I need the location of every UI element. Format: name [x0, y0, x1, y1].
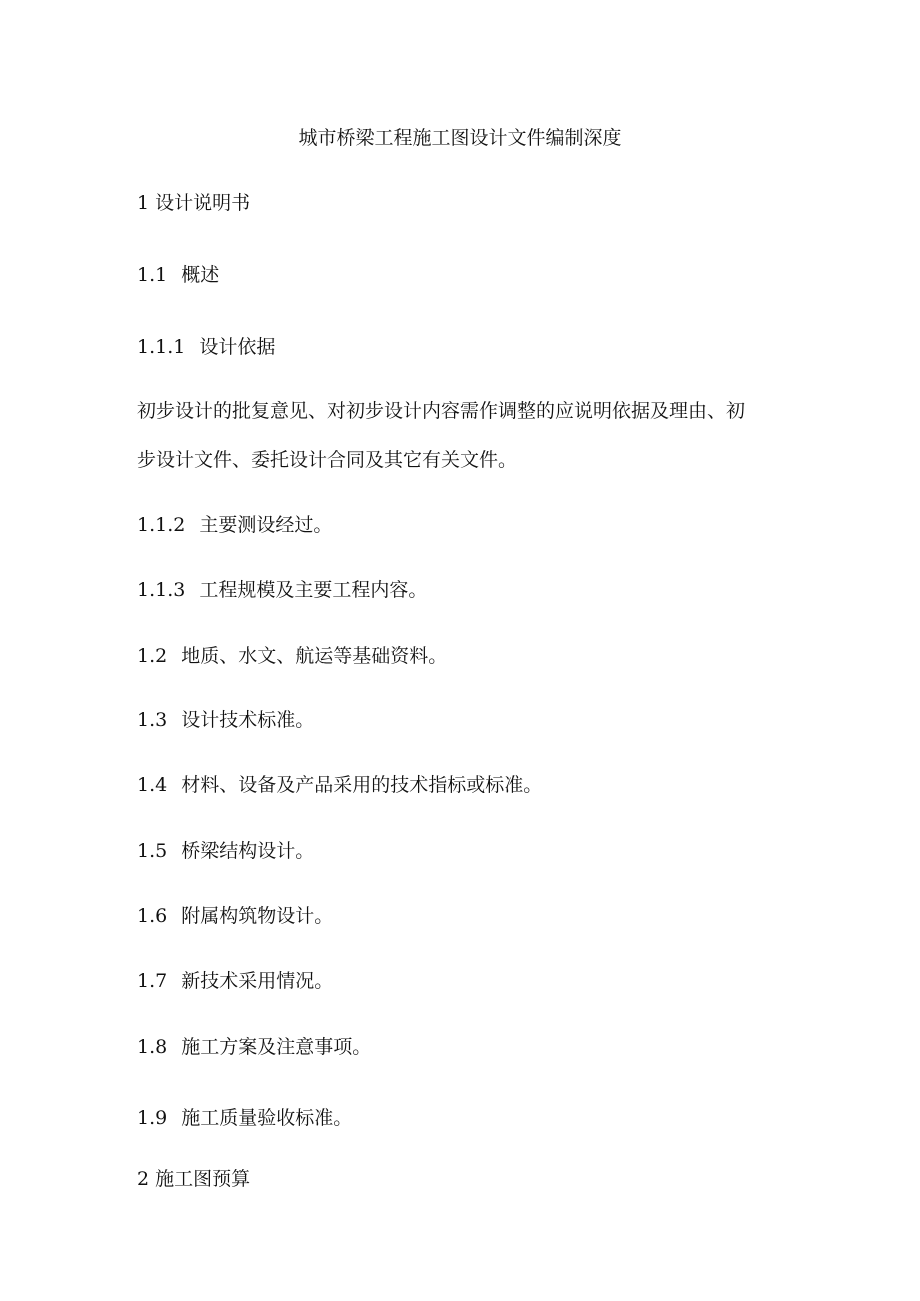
section-number: 1	[137, 192, 150, 214]
section-text: 新技术采用情况。	[181, 970, 334, 992]
section-text: 桥梁结构设计。	[181, 840, 315, 862]
section-text: 施工方案及注意事项。	[181, 1036, 372, 1058]
section-number: 1.1	[137, 264, 168, 286]
section-2-heading	[137, 1165, 250, 1193]
section-number: 1.8	[137, 1036, 168, 1058]
section-text: 材料、设备及产品采用的技术指标或标准。	[181, 774, 543, 796]
section-number: 1.7	[137, 970, 168, 992]
section-1-6-heading	[137, 902, 333, 930]
section-number: 1.6	[137, 905, 168, 927]
paragraph-line: 初步设计的批复意见、对初步设计内容需作调整的应说明依据及理由、初	[137, 400, 746, 422]
section-number: 1.4	[137, 774, 168, 796]
section-number: 1.5	[137, 840, 168, 862]
section-number: 1.9	[137, 1107, 168, 1129]
section-text: 施工图预算	[155, 1168, 251, 1190]
section-1-heading	[137, 189, 250, 217]
document-title: 城市桥梁工程施工图设计文件编制深度	[298, 127, 622, 149]
section-number: 1.1.2	[137, 514, 186, 536]
section-text: 设计技术标准。	[181, 709, 315, 731]
section-text: 工程规模及主要工程内容。	[199, 579, 428, 601]
section-text: 概述	[181, 264, 220, 286]
section-text: 地质、水文、航运等基础资料。	[181, 645, 448, 667]
section-text: 设计说明书	[155, 192, 251, 214]
section-1-1-heading	[137, 261, 219, 289]
section-1-3-heading	[137, 706, 314, 734]
section-1-4-heading	[137, 771, 542, 799]
section-1-5-heading	[137, 837, 314, 865]
section-1-1-2-heading	[137, 511, 332, 539]
section-number: 1.1.3	[137, 579, 186, 601]
section-text: 施工质量验收标准。	[181, 1107, 353, 1129]
section-1-1-1-heading	[137, 333, 275, 361]
section-number: 1.1.1	[137, 336, 186, 358]
section-text: 主要测设经过。	[199, 514, 333, 536]
paragraph-line: 步设计文件、委托设计合同及其它有关文件。	[137, 449, 518, 471]
section-1-1-3-heading	[137, 576, 427, 604]
section-number: 2	[137, 1168, 150, 1190]
section-1-9-heading	[137, 1104, 352, 1132]
section-text: 附属构筑物设计。	[181, 905, 334, 927]
section-1-2-heading	[137, 642, 447, 670]
section-number: 1.2	[137, 645, 168, 667]
section-1-7-heading	[137, 967, 333, 995]
section-1-8-heading	[137, 1033, 371, 1061]
section-text: 设计依据	[199, 336, 276, 358]
section-number: 1.3	[137, 709, 168, 731]
